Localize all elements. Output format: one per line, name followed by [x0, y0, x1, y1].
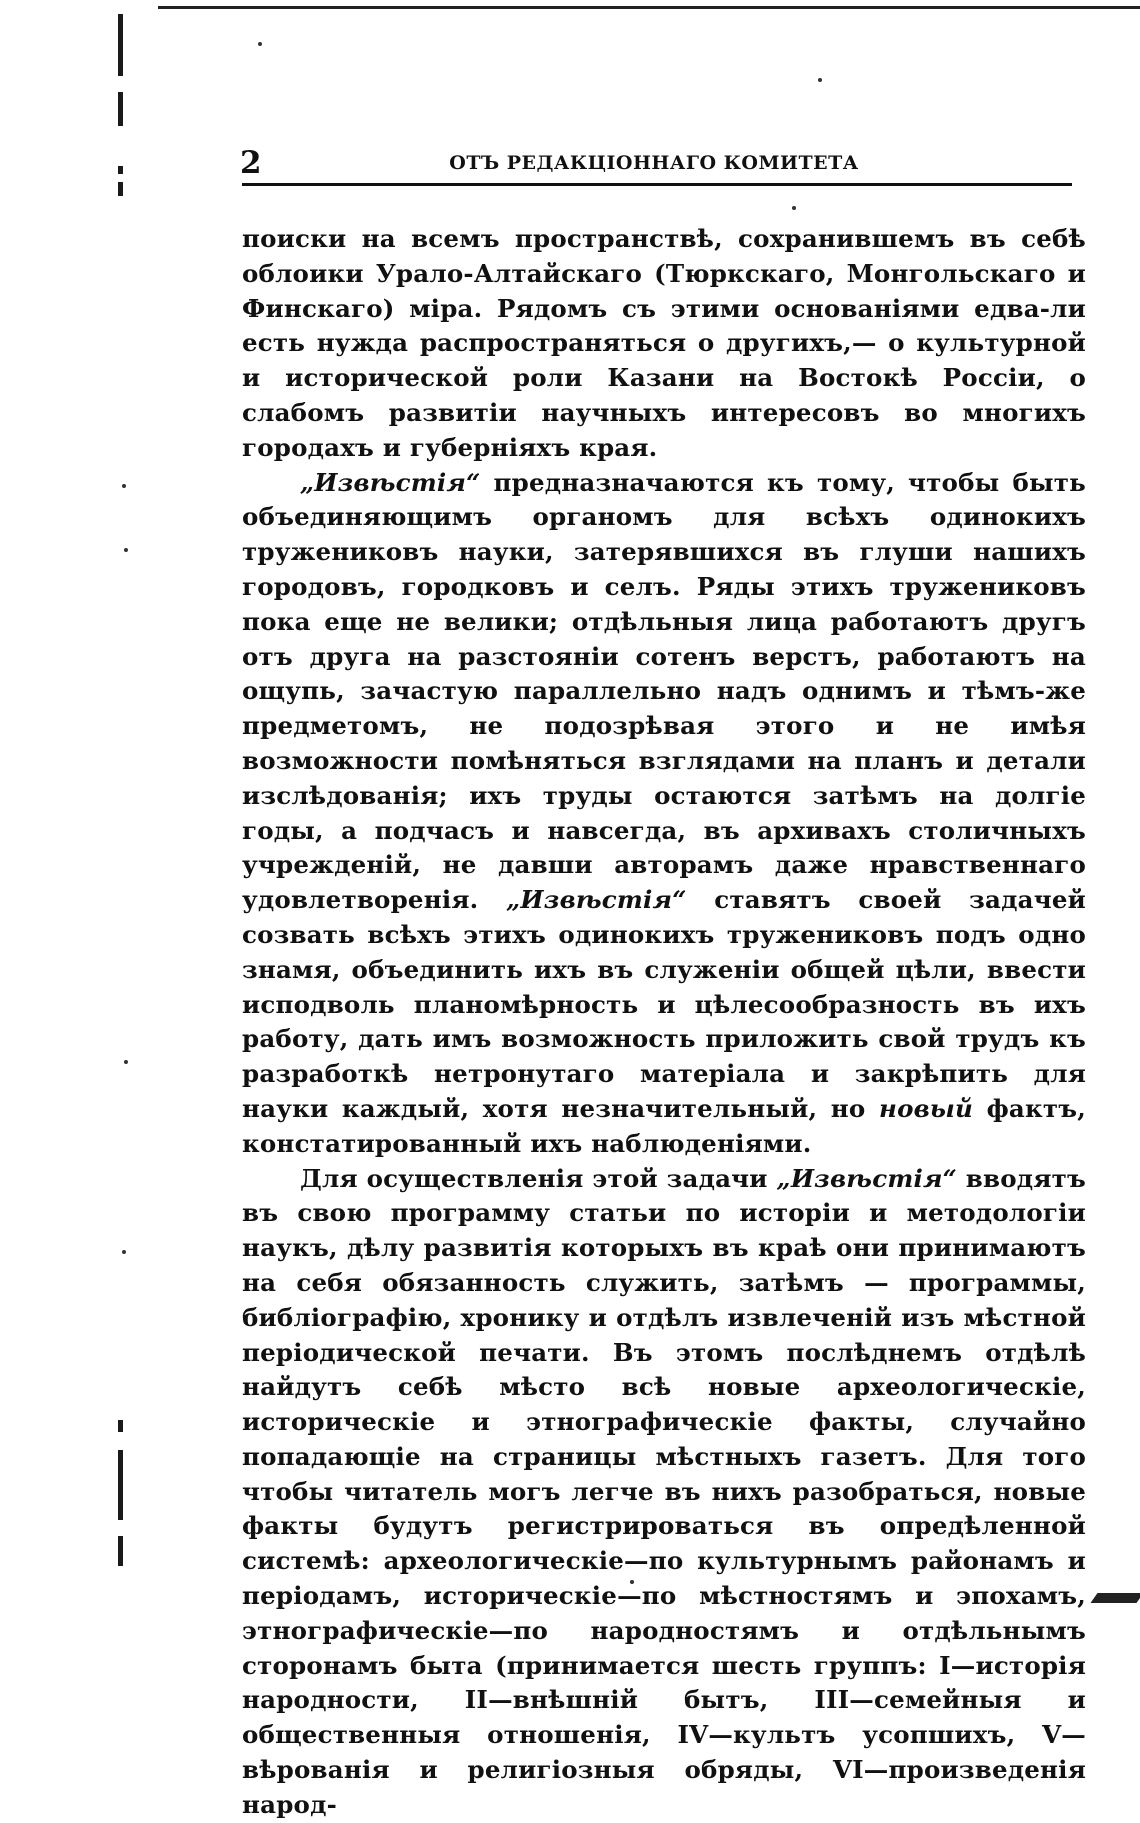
- journal-title-ref: „Извѣстія“: [300, 467, 481, 497]
- speck: [818, 78, 822, 82]
- page-header: [236, 146, 1072, 182]
- paragraph-3-text-b: вводятъ въ свою программу статьи по исторіи и методологіи наукъ, дѣлу развитія которыхъ въ краѣ они принимаютъ на себя обязанность служить, затѣмъ — программы, библіографію, хронику и отдѣлъ извлеченій изъ мѣстной періодической печати. Въ этомъ послѣднемъ отдѣлѣ найдутъ себѣ мѣсто всѣ новые археологическіе, историческіе и этнографическіе факты, случайно попадающіе на страницы мѣстныхъ газетъ. Для того чтобы читатель могъ легче въ нихъ разобраться, новые факты будутъ регистрироваться въ опредѣленной системѣ: археологическіе—по культурнымъ районамъ и періодамъ, историческіе—по мѣстностямъ и эпохамъ, этнографическіе—по народностямъ и отдѣльнымъ сторонамъ быта (принимается шесть группъ: I—исторія народности, II—внѣшній бытъ, III—семейныя и общественныя отношенія, IV—культъ усопшихъ, V—вѣрованія и религіозныя обряды, VI—произведенія народ-: [242, 1163, 1087, 1819]
- paragraph-3: [242, 1162, 1086, 1823]
- body-text: [242, 222, 1086, 1823]
- speck: [258, 42, 262, 46]
- corner-smudge: [1090, 1593, 1140, 1603]
- speck: [792, 206, 796, 210]
- scan-edge-marks: [118, 0, 132, 1631]
- paragraph-2: [242, 466, 1086, 1162]
- running-head: ОТЪ РЕДАКЦІОННАГО КОМИТЕТА: [449, 152, 859, 174]
- header-rule: [242, 183, 1072, 186]
- speck: [124, 548, 128, 552]
- journal-title-ref: „Извѣстія“: [506, 885, 687, 915]
- emphasized-word: новый: [879, 1093, 974, 1123]
- paragraph-2-text-a: предназначаются къ тому, чтобы быть объединяющимъ органомъ для всѣхъ одинокихъ тружениковъ науки, затерявшихся въ глуши нашихъ городовъ, городковъ и селъ. Ряды этихъ тружениковъ пока еще не велики; отдѣльныя лица работаютъ другъ отъ друга на разстояніи сотенъ верстъ, работаютъ на ощупь, зачастую параллельно надъ однимъ и тѣмъ-же предметомъ, не подозрѣвая этого и не имѣя возможности помѣняться взглядами на планъ и детали изслѣдованія; ихъ труды остаются затѣмъ на долгіе годы, а подчасъ и навсегда, въ архивахъ столичныхъ учрежденій, не давши авторамъ даже нравственнаго удовлетворенія.: [242, 467, 1086, 915]
- speck: [124, 1060, 128, 1064]
- page-number: 2: [240, 145, 262, 181]
- journal-title-ref: „Извѣстія“: [776, 1163, 957, 1193]
- paragraph-3-text-a: Для осуществленія этой задачи: [300, 1163, 777, 1193]
- paragraph-2-text-c: фактъ, констатированный ихъ наблюденіями.: [242, 1093, 1086, 1158]
- speck: [122, 484, 126, 488]
- speck: [122, 1250, 126, 1254]
- paragraph-1: поиски на всемъ пространствѣ, сохранившемъ въ себѣ облоики Урало-Алтайскаго (Тюркскаго, Монгольскаго и Финскаго) міра. Рядомъ съ этими основаніями едва-ли есть нужда распространяться о другихъ,— о культурной и исторической роли Казани на Востокѣ Россіи, о слабомъ развитіи научныхъ интересовъ во многихъ городахъ и губерніяхъ края.: [242, 224, 1086, 462]
- paragraph-2-text-b: ставятъ своей задачей созвать всѣхъ этихъ одинокихъ тружениковъ подъ одно знамя, объединить ихъ въ служеніи общей цѣли, ввести исподволь планомѣрность и цѣлесообразность въ ихъ работу, дать имъ возможность приложить свой трудъ къ разработкѣ нетронутаго матеріала и закрѣпить для науки каждый, хотя незначительный, но: [242, 885, 1086, 1123]
- top-border-rule: [158, 6, 1140, 9]
